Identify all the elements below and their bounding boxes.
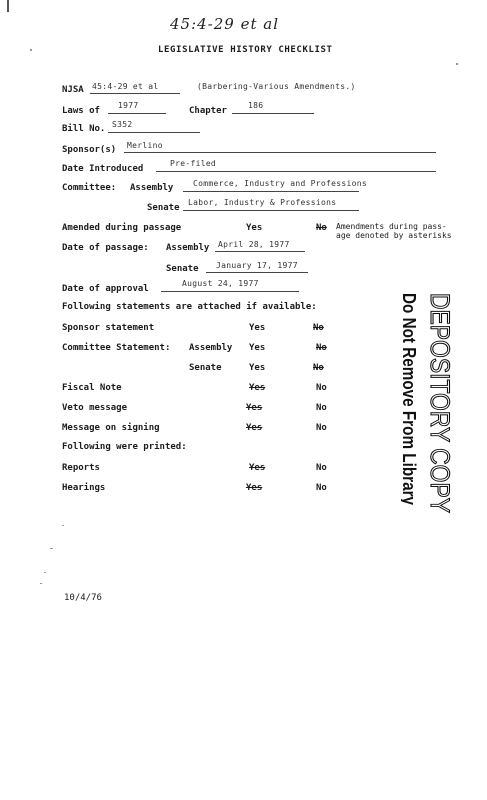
passage-senate-underline	[206, 272, 308, 273]
committee-statement-assembly-no: No	[316, 343, 327, 353]
committee-label: Committee:	[62, 183, 117, 193]
veto-message-label: Veto message	[62, 403, 128, 413]
statements-heading: Following statements are attached if available:	[62, 302, 317, 312]
speck	[456, 63, 458, 65]
committee-statement-assembly-yes: Yes	[249, 343, 266, 353]
amended-label: Amended during passage	[62, 223, 182, 233]
committee-senate-label: Senate	[147, 203, 180, 213]
passage-label: Date of passage:	[62, 243, 149, 253]
veto-message-no: No	[316, 403, 327, 413]
passage-senate-label: Senate	[166, 264, 199, 274]
fiscal-note-no: No	[316, 383, 327, 393]
amended-no: No	[316, 223, 327, 233]
handwritten-title: 45:4-29 et al	[170, 15, 280, 33]
fiscal-note-yes: Yes	[249, 383, 266, 393]
sponsors-value: Merlino	[127, 141, 163, 150]
committee-assembly-label: Assembly	[130, 183, 174, 193]
hearings-label: Hearings	[62, 483, 106, 493]
chapter-label: Chapter	[189, 106, 227, 116]
committee-statement-senate-yes: Yes	[249, 363, 266, 373]
njsa-value: 45:4-29 et al	[92, 82, 159, 91]
chapter-value: 186	[248, 101, 264, 110]
njsa-underline	[90, 93, 180, 94]
date-introduced-value: Pre-filed	[170, 159, 217, 168]
reports-label: Reports	[62, 463, 100, 473]
sponsor-statement-no: No	[313, 323, 324, 333]
reports-yes: Yes	[249, 463, 266, 473]
amended-note-line2: age denoted by asterisks	[336, 231, 452, 240]
speck	[40, 583, 42, 584]
fiscal-note-label: Fiscal Note	[62, 383, 122, 393]
bill-no-label: Bill No.	[62, 124, 106, 134]
passage-assembly-value: April 28, 1977	[218, 240, 290, 249]
printed-heading: Following were printed:	[62, 442, 187, 452]
message-on-signing-label: Message on signing	[62, 423, 160, 433]
veto-message-yes: Yes	[246, 403, 263, 413]
message-on-signing-no: No	[316, 423, 327, 433]
bill-no-underline	[108, 132, 200, 133]
speck	[44, 572, 46, 573]
passage-assembly-underline	[215, 251, 305, 252]
committee-statement-senate: Senate	[189, 363, 222, 373]
amended-yes: Yes	[246, 223, 263, 233]
sponsor-statement-label: Sponsor statement	[62, 323, 155, 333]
committee-assembly-underline	[183, 191, 359, 192]
sponsor-statement-yes: Yes	[249, 323, 266, 333]
amended-note-line1: Amendments during pass-	[336, 222, 447, 231]
approval-label: Date of approval	[62, 284, 149, 294]
committee-senate-value: Labor, Industry & Professions	[188, 198, 337, 207]
committee-statement-senate-no: No	[313, 363, 324, 373]
stamp-line1: DEPOSITORY COPY	[425, 293, 455, 518]
sponsors-label: Sponsor(s)	[62, 145, 117, 155]
hearings-no: No	[316, 483, 327, 493]
sponsors-underline	[124, 152, 436, 153]
laws-of-underline	[108, 113, 166, 114]
speck	[30, 49, 32, 51]
page-title: LEGISLATIVE HISTORY CHECKLIST	[158, 45, 333, 55]
date-footer: 10/4/76	[64, 593, 102, 603]
laws-of-label: Laws of	[62, 106, 100, 116]
approval-underline	[161, 291, 299, 292]
committee-statement-assembly: Assembly	[189, 343, 233, 353]
bill-no-value: S352	[112, 120, 133, 129]
passage-senate-value: January 17, 1977	[216, 261, 298, 270]
stamp-line2: Do Not Remove From Library	[401, 293, 419, 518]
committee-assembly-value: Commerce, Industry and Professions	[193, 179, 367, 188]
hearings-yes: Yes	[246, 483, 263, 493]
margin-mark	[7, 0, 9, 12]
date-introduced-underline	[156, 171, 436, 172]
njsa-description: (Barbering-Various Amendments.)	[197, 82, 356, 91]
approval-value: August 24, 1977	[182, 279, 259, 288]
laws-of-value: 1977	[118, 101, 139, 110]
passage-assembly-label: Assembly	[166, 243, 210, 253]
depository-stamp	[401, 288, 471, 518]
speck	[50, 548, 53, 549]
chapter-underline	[232, 113, 314, 114]
committee-statement-label: Committee Statement:	[62, 343, 171, 353]
date-introduced-label: Date Introduced	[62, 164, 144, 174]
committee-senate-underline	[183, 210, 359, 211]
message-on-signing-yes: Yes	[246, 423, 263, 433]
njsa-label: NJSA	[62, 85, 84, 95]
speck	[62, 525, 64, 526]
reports-no: No	[316, 463, 327, 473]
